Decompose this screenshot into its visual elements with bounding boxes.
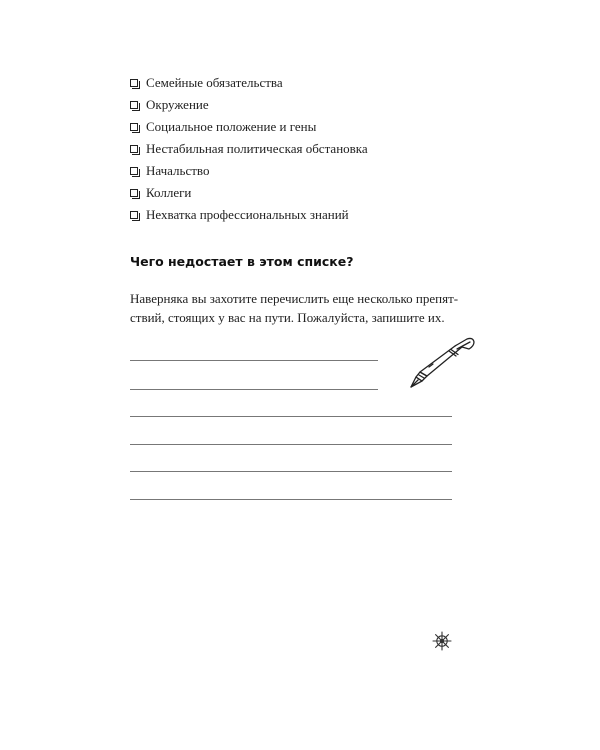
writing-line-4[interactable]: [130, 444, 452, 445]
checkbox-icon: [130, 189, 138, 197]
writing-line-2[interactable]: [130, 389, 378, 390]
checkbox-icon: [130, 79, 138, 87]
list-item: [130, 94, 368, 116]
fountain-pen-icon: [407, 337, 479, 391]
writing-line-6[interactable]: [130, 499, 452, 500]
list-item-label: Нестабильная политическая обстановка: [146, 141, 368, 156]
list-item: [130, 182, 368, 204]
writing-line-5[interactable]: [130, 471, 452, 472]
list-item-label: Окружение: [146, 97, 209, 112]
section-heading: Чего недостает в этом списке?: [130, 254, 354, 269]
list-item: [130, 72, 368, 94]
writing-line-1[interactable]: [130, 360, 378, 361]
list-item: [130, 160, 368, 182]
list-item-label: Начальство: [146, 163, 210, 178]
list-item-label: Социальное положение и гены: [146, 119, 317, 134]
list-item-label: Семейные обязательства: [146, 75, 283, 90]
checkbox-icon: [130, 123, 138, 131]
list-item: [130, 204, 368, 226]
writing-line-3[interactable]: [130, 416, 452, 417]
ship-wheel-icon: [432, 631, 452, 651]
instruction-paragraph: [130, 289, 460, 327]
list-item-label: Коллеги: [146, 185, 192, 200]
paragraph-line-2: ствий, стоящих у вас на пути. Пожалуйста, запишите их.: [130, 310, 445, 325]
checklist: [130, 72, 368, 226]
checkbox-icon: [130, 101, 138, 109]
list-item: [130, 116, 368, 138]
paragraph-line-1: Наверняка вы захотите перечислить еще несколько препят-: [130, 291, 459, 306]
list-item: [130, 138, 368, 160]
checkbox-icon: [130, 211, 138, 219]
list-item-label: Нехватка профессиональных знаний: [146, 207, 349, 222]
checkbox-icon: [130, 145, 138, 153]
checkbox-icon: [130, 167, 138, 175]
